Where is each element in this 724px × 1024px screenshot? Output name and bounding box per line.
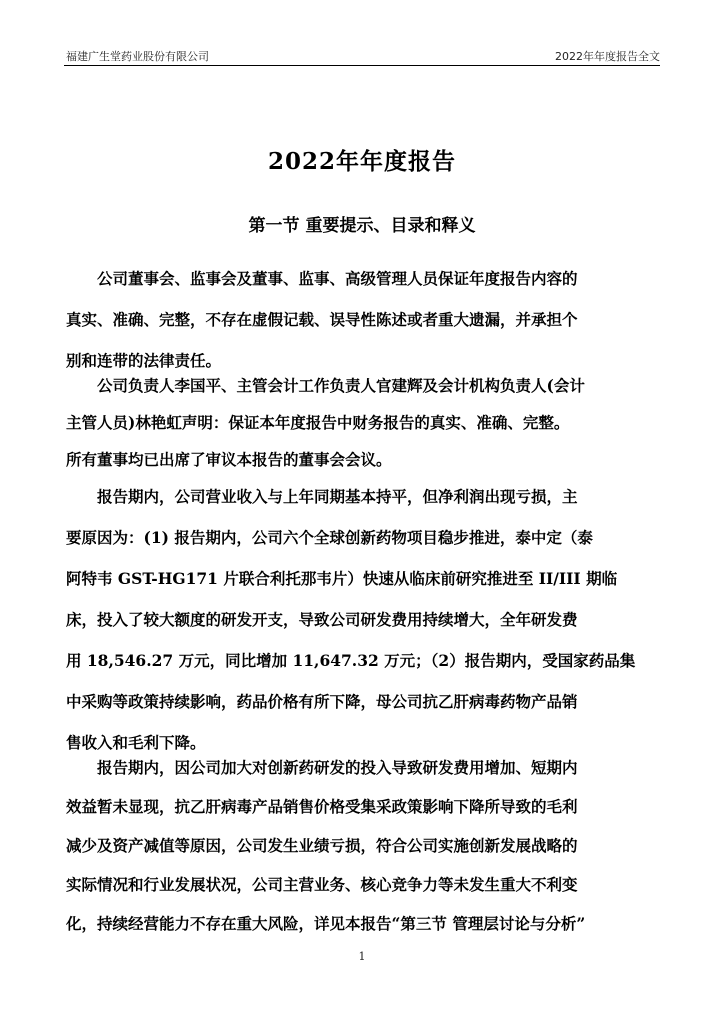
paragraph-line: 化，持续经营能力不存在重大风险，详见本报告“第三节 管理层讨论与分析” [66, 914, 586, 933]
report-title: 2022年年度报告 [267, 148, 456, 175]
paragraph-line: 售收入和毛利下降。 [66, 733, 206, 752]
paragraph-line: 公司董事会、监事会及董事、监事、高级管理人员保证年度报告内容的 [97, 269, 578, 288]
header-divider [64, 65, 660, 66]
paragraph-line: 减少及资产减值等原因，公司发生业绩亏损，符合公司实施创新发展战略的 [66, 836, 578, 855]
header-company: 福建广生堂药业股份有限公司 [66, 50, 209, 63]
paragraph-loss-reasons [66, 476, 658, 763]
paragraph-line: 阿特韦 GST-HG171 片联合利托那韦片）快速从临床前研究推进至 II/III 期临 [66, 569, 618, 588]
page-number: 1 [358, 950, 366, 963]
paragraph-line: 所有董事均已出席了审议本报告的董事会会议。 [66, 450, 392, 469]
section-title: 第一节 重要提示、目录和释义 [248, 216, 476, 236]
paragraph-line: 要原因为：(1) 报告期内，公司六个全球创新药物项目稳步推进，泰中定（泰 [66, 528, 593, 547]
paragraph-board-guarantee [66, 258, 658, 381]
paragraph-responsible-persons [66, 367, 658, 478]
paragraph-line: 真实、准确、完整，不存在虚假记载、误导性陈述或者重大遗漏，并承担个 [66, 310, 578, 329]
paragraph-line: 报告期内，公司营业收入与上年同期基本持平，但净利润出现亏损，主 [97, 487, 578, 506]
header-doc-type: 2022年年度报告全文 [555, 50, 660, 63]
paragraph-line: 主管人员)林艳虹声明：保证本年度报告中财务报告的真实、准确、完整。 [66, 413, 570, 432]
paragraph-line: 公司负责人李国平、主管会计工作负责人官建辉及会计机构负责人(会计 [97, 376, 585, 395]
paragraph-line: 实际情况和行业发展状况，公司主营业务、核心竞争力等未发生重大不利变 [66, 875, 578, 894]
paragraph-line: 效益暂未显现，抗乙肝病毒产品销售价格受集采政策影响下降所导致的毛利 [66, 797, 578, 816]
paragraph-line: 床，投入了较大额度的研发开支，导致公司研发费用持续增大，全年研发费 [66, 610, 578, 629]
paragraph-line: 别和连带的法律责任。 [66, 351, 222, 370]
paragraph-performance-loss [66, 748, 658, 943]
paragraph-line: 中采购等政策持续影响，药品价格有所下降，母公司抗乙肝病毒药物产品销 [66, 692, 578, 711]
paragraph-line: 用 18,546.27 万元，同比增加 11,647.32 万元；（2）报告期内，受国家药品集 [66, 651, 636, 670]
paragraph-line: 报告期内，因公司加大对创新药研发的投入导致研发费用增加、短期内 [97, 758, 578, 777]
